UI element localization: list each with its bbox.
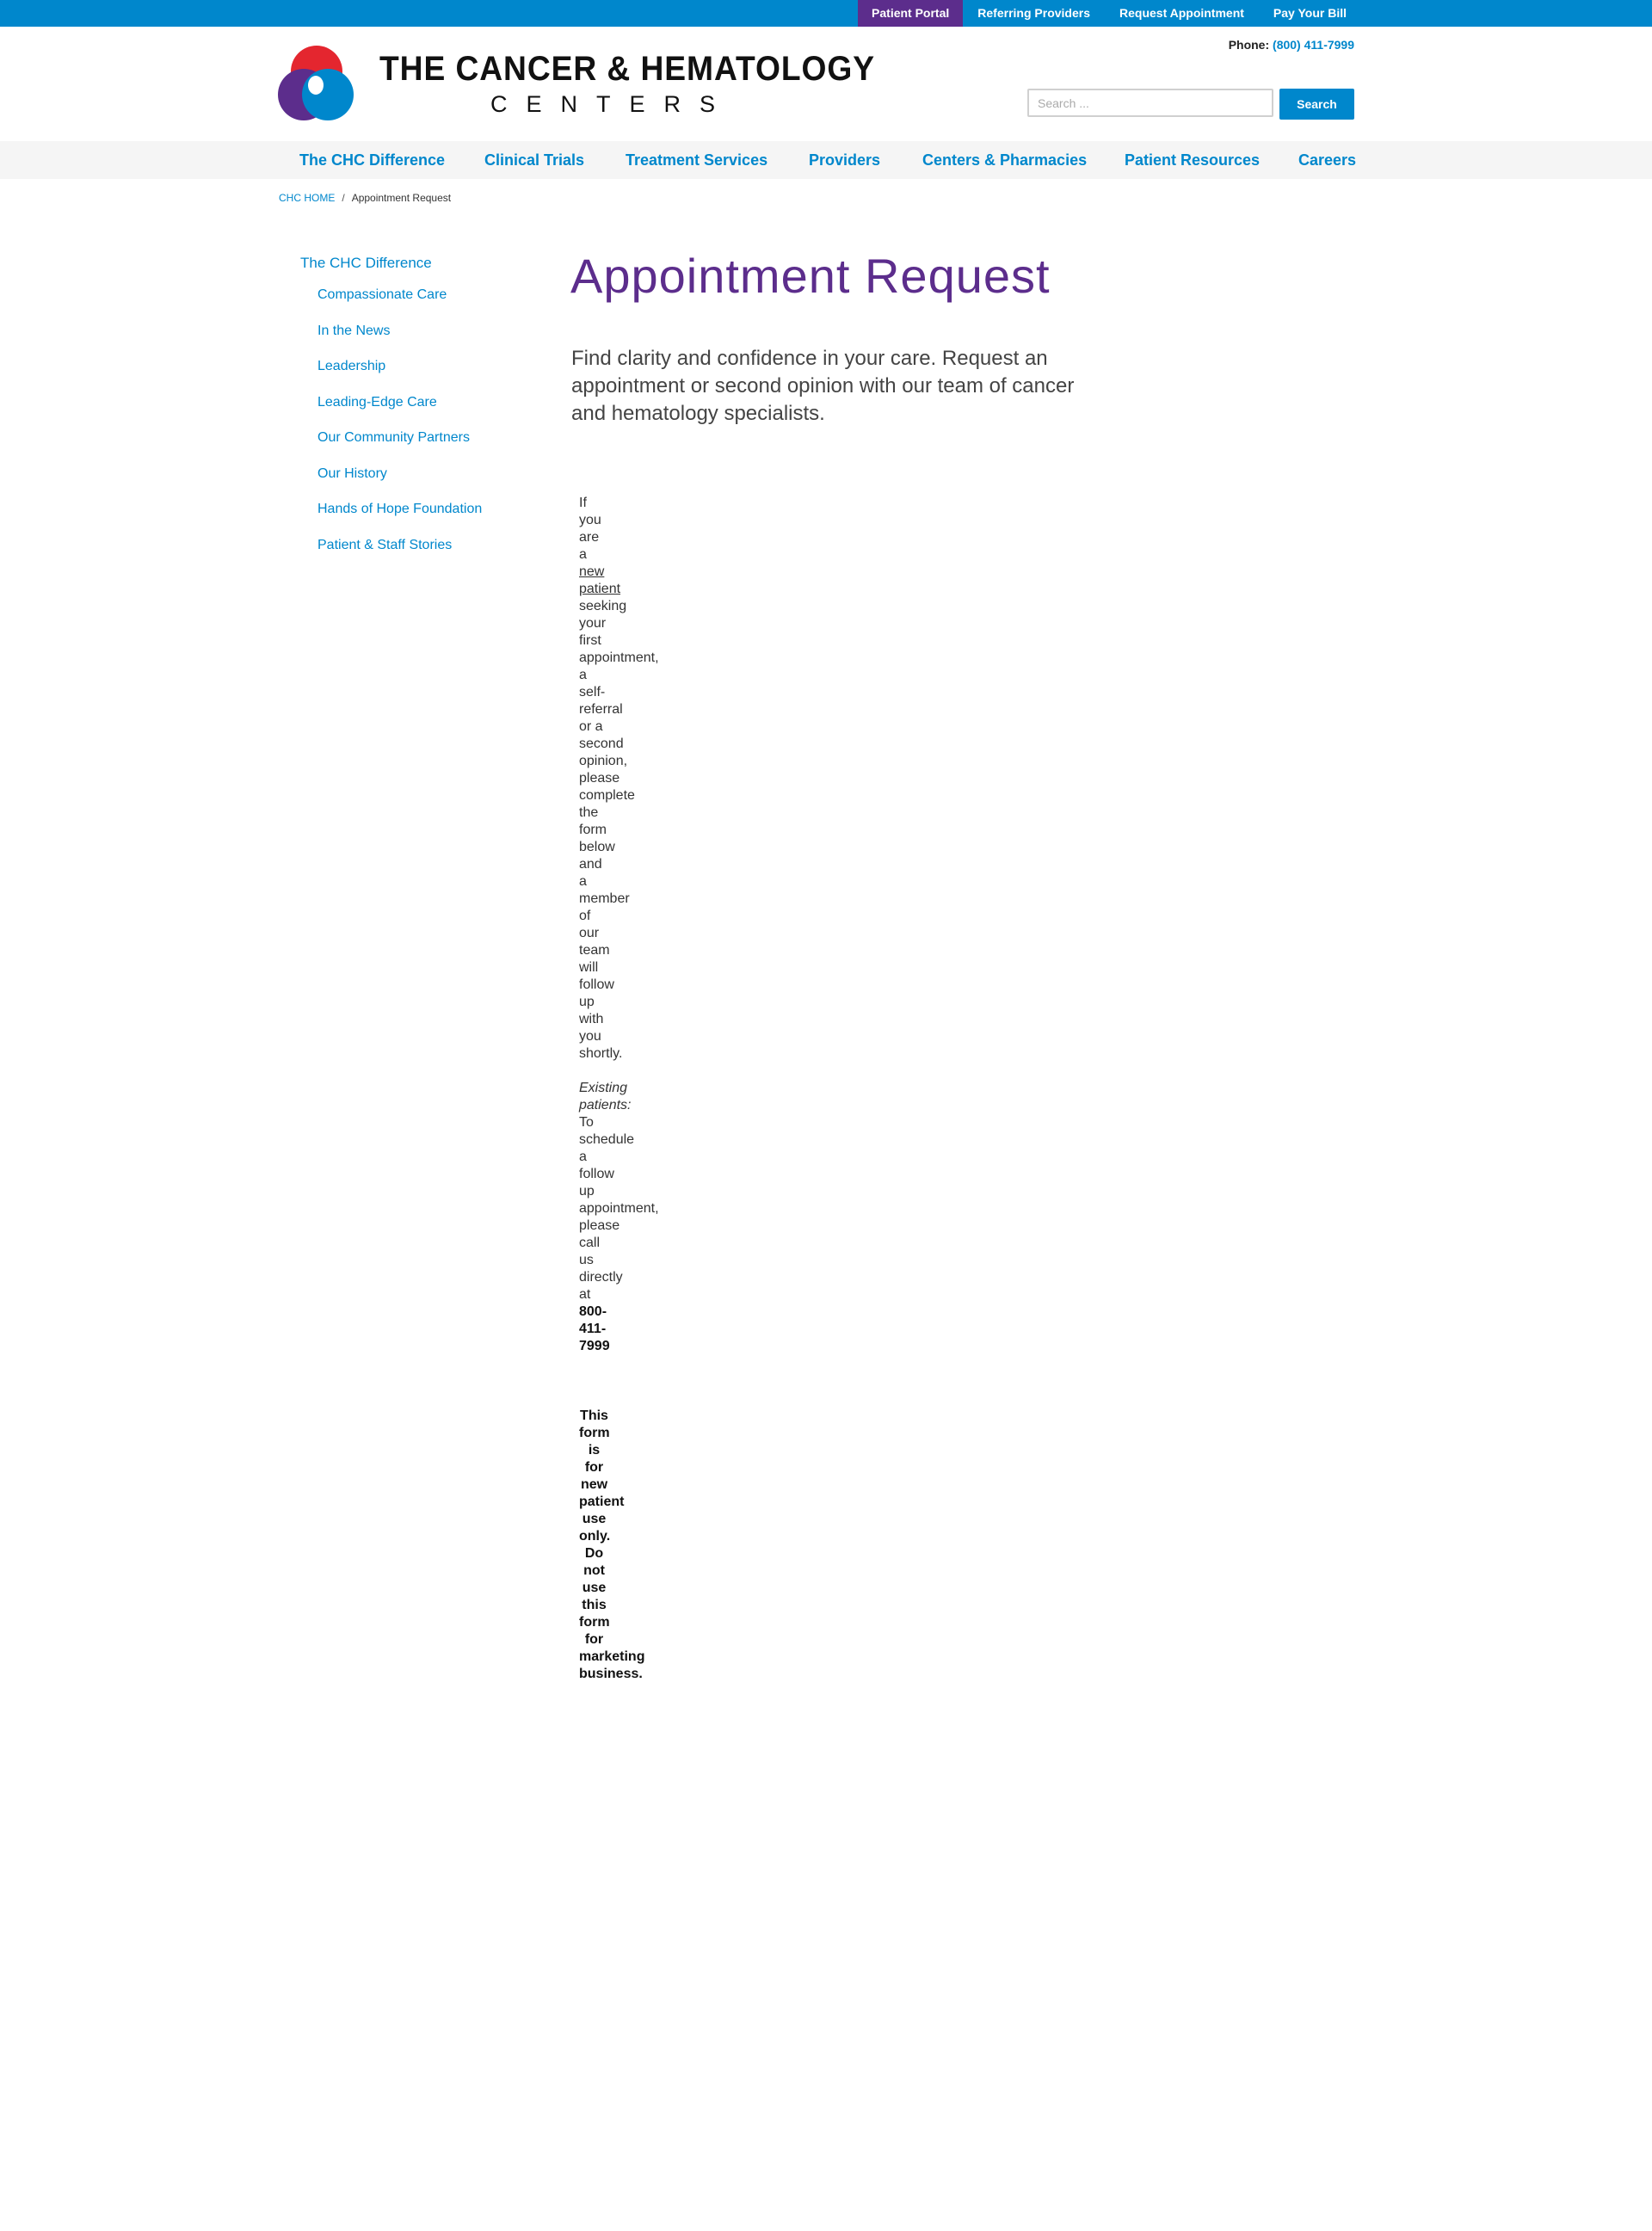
new-patient-notice: This form is for new patient use only. Do not use this form for marketing business. (579, 1408, 645, 1681)
sidenav-item-our-history[interactable]: Our History (317, 466, 387, 481)
sidenav-item-leading-edge-care[interactable]: Leading-Edge Care (317, 395, 437, 410)
utility-bar (0, 0, 1652, 27)
phone-label: Phone: (1228, 38, 1270, 52)
breadcrumb (279, 192, 451, 204)
intro-text-after: seeking your first appointment, a self-referral or a second opinion, please complete the form below and a member of our team will follow up with you shortly. (579, 599, 659, 1061)
nav-patient-resources[interactable]: Patient Resources (1125, 151, 1261, 169)
sidenav-item-our-community-partners[interactable]: Our Community Partners (317, 430, 470, 445)
nav-the-chc-difference[interactable]: The CHC Difference (299, 151, 446, 169)
sidenav-item-leadership[interactable]: Leadership (317, 359, 386, 373)
main-nav (0, 141, 1652, 179)
sidenav-item-hands-of-hope-foundation[interactable]: Hands of Hope Foundation (317, 502, 483, 516)
nav-providers[interactable]: Providers (809, 151, 881, 169)
pay-your-bill-link[interactable]: Pay Your Bill (1273, 6, 1347, 20)
logo-title: THE CANCER & HEMATOLOGY (379, 50, 875, 88)
existing-patients-label: Existing patients: (579, 1081, 632, 1112)
chc-logo-icon (278, 46, 355, 121)
nav-careers[interactable]: Careers (1298, 151, 1357, 169)
logo-subtitle: CENTERS (490, 91, 735, 117)
intro-text-block (579, 495, 659, 1355)
existing-patients-text: To schedule a follow up appointment, please call us directly at (579, 1115, 659, 1302)
search-input[interactable] (1027, 89, 1273, 117)
sidenav-item-patient-staff-stories[interactable]: Patient & Staff Stories (317, 538, 453, 552)
nav-treatment-services[interactable]: Treatment Services (626, 151, 768, 169)
logo-link[interactable] (278, 46, 355, 126)
site-header (0, 27, 1652, 141)
header-phone (1229, 38, 1354, 52)
lead-paragraph: Find clarity and confidence in your care. Request an appointment or second opinion with our team of cancer and hematology specialists. (571, 347, 1075, 425)
new-patient-link-text: new patient (579, 564, 621, 596)
nav-centers-pharmacies[interactable]: Centers & Pharmacies (922, 151, 1088, 169)
utility-links (858, 0, 1361, 27)
patient-portal-link[interactable]: Patient Portal (858, 0, 963, 27)
request-appointment-link[interactable]: Request Appointment (1119, 6, 1244, 20)
intro-paragraph (579, 495, 659, 1063)
referring-providers-link[interactable]: Referring Providers (977, 6, 1090, 20)
intro-text-before: If you are a (579, 496, 601, 562)
existing-patients-paragraph (579, 1080, 659, 1355)
nav-clinical-trials[interactable]: Clinical Trials (484, 151, 585, 169)
breadcrumb-current: Appointment Request (351, 192, 452, 204)
sidenav-parent-the-chc-difference[interactable]: The CHC Difference (300, 255, 432, 271)
new-patient-link[interactable] (579, 564, 620, 596)
breadcrumb-home-link[interactable]: CHC HOME (279, 192, 336, 204)
existing-patients-phone: 800-411-7999 (579, 1304, 610, 1353)
breadcrumb-separator: / (342, 192, 345, 204)
page-title: Appointment Request (570, 249, 1051, 303)
search-button[interactable]: Search (1279, 89, 1354, 120)
phone-number-link[interactable]: (800) 411-7999 (1273, 38, 1354, 52)
sidenav-item-compassionate-care[interactable]: Compassionate Care (317, 287, 447, 302)
sidenav-item-in-the-news[interactable]: In the News (317, 324, 391, 338)
